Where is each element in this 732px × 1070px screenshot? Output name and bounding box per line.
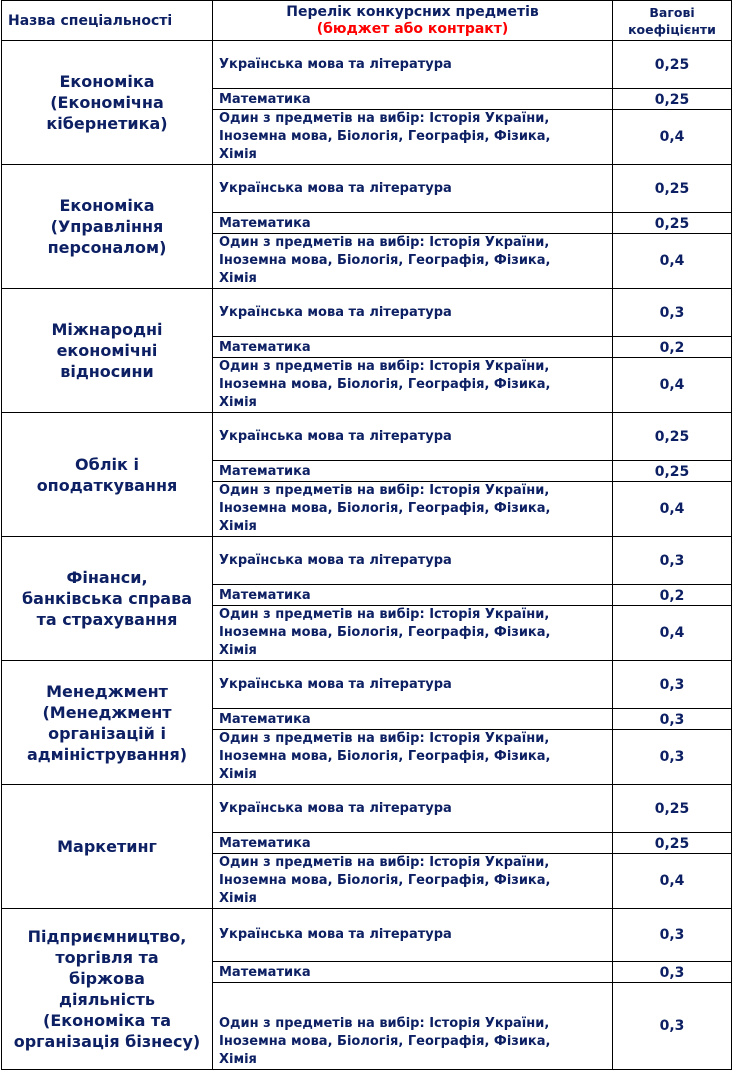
- subject-name: [213, 983, 613, 1070]
- subject-name-line: Іноземна мова, Біологія, Географія, Фізика,: [219, 129, 551, 144]
- weight-coefficient: 0,4: [613, 482, 732, 537]
- weight-coefficient: 0,25: [613, 413, 732, 461]
- subject-name: Українська мова та література: [213, 289, 613, 337]
- specialty-name: [2, 413, 213, 537]
- subject-name: Українська мова та література: [213, 909, 613, 962]
- weight-coefficient: 0,3: [613, 983, 732, 1070]
- subject-name-line: Хімія: [219, 147, 257, 162]
- specialty-name-line: діяльність: [59, 990, 155, 1009]
- specialty-name: [2, 289, 213, 413]
- specialty-name-line: (Менеджмент: [42, 702, 172, 722]
- table-row: [2, 909, 732, 962]
- specialty-name-line: (Управління: [50, 217, 164, 236]
- subject-name-line: Хімія: [219, 271, 257, 286]
- subject-name: [213, 606, 613, 661]
- specialty-name-line: Менеджмент: [46, 681, 168, 701]
- subject-name: Українська мова та література: [213, 413, 613, 461]
- subject-name: [213, 482, 613, 537]
- subject-name: [213, 110, 613, 165]
- subject-name-line: Іноземна мова, Біологія, Географія, Фізика,: [219, 873, 551, 888]
- specialty-name-line: економічні: [56, 341, 158, 360]
- subject-name-line: Іноземна мова, Біологія, Географія, Фізика,: [219, 1034, 551, 1049]
- subject-name-line: Іноземна мова, Біологія, Географія, Фізика,: [219, 625, 551, 640]
- specialty-name-line: (Економічна: [50, 93, 164, 112]
- table-row: [2, 785, 732, 833]
- specialty-name-line: оподаткування: [36, 475, 178, 495]
- subject-name-line: Іноземна мова, Біологія, Географія, Фізика,: [219, 253, 551, 268]
- specialty-name-line: Фінанси,: [66, 568, 148, 587]
- subject-name: Математика: [213, 585, 613, 606]
- subject-name-line: Хімія: [219, 1052, 257, 1067]
- subject-name: Математика: [213, 709, 613, 730]
- header-weights: [613, 1, 732, 41]
- specialty-name-line: Підприємництво,: [27, 927, 187, 946]
- weight-coefficient: 0,4: [613, 234, 732, 289]
- specialty-name-line: кібернетика): [46, 114, 168, 133]
- subject-name: Українська мова та література: [213, 165, 613, 213]
- subject-name-line: Один з предметів на вибір: Історія України,: [219, 483, 550, 498]
- weight-coefficient: 0,25: [613, 165, 732, 213]
- table-header-row: [2, 1, 732, 41]
- weight-coefficient: 0,2: [613, 337, 732, 358]
- table-row: [2, 537, 732, 585]
- subject-name: Математика: [213, 337, 613, 358]
- specialty-name-line: відносини: [60, 362, 154, 381]
- table-row: [2, 413, 732, 461]
- weight-coefficient: 0,3: [613, 962, 732, 983]
- subject-name: [213, 234, 613, 289]
- specialty-name-line: біржова: [69, 969, 145, 988]
- subject-name: Українська мова та література: [213, 661, 613, 709]
- subject-name-line: Іноземна мова, Біологія, Географія, Фізика,: [219, 749, 551, 764]
- specialty-name-line: адміністрування): [26, 744, 188, 764]
- specialty-name: [2, 909, 213, 1070]
- weight-coefficient: 0,4: [613, 606, 732, 661]
- specialty-name-line: Міжнародні: [51, 320, 163, 339]
- subject-name: Українська мова та література: [213, 41, 613, 89]
- specialty-name-line: Економіка: [59, 72, 155, 91]
- subject-name: Математика: [213, 89, 613, 110]
- subject-name: Українська мова та література: [213, 537, 613, 585]
- weight-coefficient: 0,3: [613, 709, 732, 730]
- weight-coefficient: 0,25: [613, 833, 732, 854]
- weight-coefficient: 0,25: [613, 89, 732, 110]
- subject-name: Математика: [213, 962, 613, 983]
- subject-name: [213, 358, 613, 413]
- subject-name: Математика: [213, 833, 613, 854]
- subject-name-line: Іноземна мова, Біологія, Географія, Фізика,: [219, 501, 551, 516]
- subject-name-line: Один з предметів на вибір: Історія України,: [219, 1016, 550, 1031]
- weight-coefficient: 0,25: [613, 461, 732, 482]
- table-row: [2, 41, 732, 89]
- specialty-name: [2, 661, 213, 785]
- table-row: [2, 165, 732, 213]
- subject-name: Математика: [213, 213, 613, 234]
- subject-name-line: Один з предметів на вибір: Історія України,: [219, 235, 550, 250]
- header-budget-note: (бюджет або контракт): [316, 20, 509, 37]
- subject-name-line: Один з предметів на вибір: Історія України,: [219, 731, 550, 746]
- subject-name-line: Один з предметів на вибір: Історія України,: [219, 111, 550, 126]
- subject-name-line: Хімія: [219, 395, 257, 410]
- weight-coefficient: 0,3: [613, 537, 732, 585]
- subject-name-line: Один з предметів на вибір: Історія України,: [219, 607, 550, 622]
- specialty-name-line: організацій і: [48, 723, 166, 743]
- subject-name: [213, 854, 613, 909]
- subject-name: [213, 730, 613, 785]
- subject-name-line: Іноземна мова, Біологія, Географія, Фізика,: [219, 377, 551, 392]
- admission-subjects-table: [1, 0, 732, 1070]
- table-row: [2, 661, 732, 709]
- weight-coefficient: 0,4: [613, 358, 732, 413]
- weight-coefficient: 0,3: [613, 730, 732, 785]
- header-weights-line2: коефіцієнти: [628, 21, 716, 37]
- specialty-name: [2, 41, 213, 165]
- subject-name: Українська мова та література: [213, 785, 613, 833]
- weight-coefficient: 0,2: [613, 585, 732, 606]
- header-subjects-label: Перелік конкурсних предметів: [286, 3, 539, 20]
- header-weights-line1: Вагові: [649, 4, 695, 20]
- header-specialty-label: Назва спеціальності: [8, 12, 173, 29]
- specialty-name-line: та страхування: [36, 610, 178, 629]
- specialty-name-line: (Економіка та: [43, 1011, 171, 1030]
- weight-coefficient: 0,3: [613, 909, 732, 962]
- weight-coefficient: 0,3: [613, 661, 732, 709]
- specialty-name-line: персоналом): [47, 238, 167, 257]
- specialty-name-line: торгівля та: [55, 948, 159, 967]
- header-specialty-name: [2, 1, 213, 41]
- subject-name-line: Хімія: [219, 519, 257, 534]
- subject-name-line: Хімія: [219, 767, 257, 782]
- subject-name-line: Хімія: [219, 891, 257, 906]
- specialty-name: [2, 785, 213, 909]
- weight-coefficient: 0,25: [613, 785, 732, 833]
- subject-name: Математика: [213, 461, 613, 482]
- header-subjects: [213, 1, 613, 41]
- subject-name-line: Один з предметів на вибір: Історія України,: [219, 359, 550, 374]
- weight-coefficient: 0,4: [613, 110, 732, 165]
- specialty-name-line: організація бізнесу): [13, 1032, 201, 1051]
- specialty-name-line: банківська справа: [21, 589, 193, 608]
- specialty-name: [2, 165, 213, 289]
- weight-coefficient: 0,4: [613, 854, 732, 909]
- table-body: [2, 41, 732, 1070]
- table-row: [2, 289, 732, 337]
- weight-coefficient: 0,3: [613, 289, 732, 337]
- specialty-name-line: Економіка: [59, 196, 155, 215]
- specialty-name-line: Маркетинг: [57, 837, 157, 856]
- weight-coefficient: 0,25: [613, 41, 732, 89]
- weight-coefficient: 0,25: [613, 213, 732, 234]
- subject-name-line: Один з предметів на вибір: Історія України,: [219, 855, 550, 870]
- specialty-name-line: Облік і: [75, 454, 139, 474]
- specialty-name: [2, 537, 213, 661]
- subject-name-line: Хімія: [219, 643, 257, 658]
